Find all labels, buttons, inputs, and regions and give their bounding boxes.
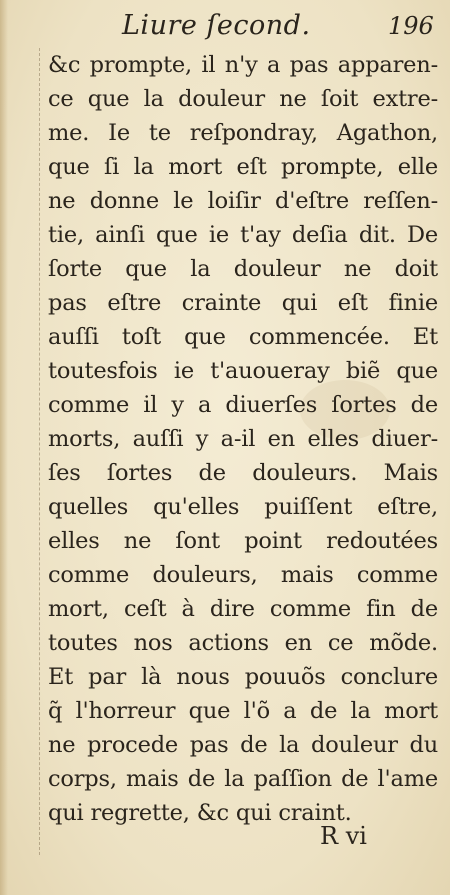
text-line: &c prompte, il n'y a pas apparen- — [48, 52, 438, 78]
text-line: ce que la douleur ne ſoit extre- — [48, 86, 438, 112]
page-number: 196 — [388, 12, 434, 40]
text-line: tie, ainſi que ie t'ay deſia dit. De — [48, 222, 438, 248]
text-line: ſorte que la douleur ne doit — [48, 256, 438, 282]
text-line: me. Ie te reſpondray, Agathon, — [48, 120, 438, 146]
text-line: toutes nos actions en ce mõde. — [48, 630, 438, 656]
text-line: corps, mais de la paſſion de l'ame — [48, 766, 438, 792]
text-line: Et par là nous pouuõs conclure — [48, 664, 438, 690]
text-line: que ſi la mort eſt prompte, elle — [48, 154, 438, 180]
text-line: toutesfois ie t'auoueray biẽ que — [48, 358, 438, 384]
text-line: qui regrette, &c qui craint. — [48, 800, 352, 826]
margin-rule — [39, 48, 41, 855]
body-text — [48, 48, 438, 830]
signature-mark: R vi — [320, 822, 367, 850]
text-line: comme il y a diuerſes ſortes de — [48, 392, 438, 418]
running-title: Liure ſecond. — [122, 10, 311, 41]
text-line: morts, auſſi y a-il en elles diuer- — [48, 426, 438, 452]
text-line: comme douleurs, mais comme — [48, 562, 438, 588]
text-line: auſſi toſt que commencée. Et — [48, 324, 438, 350]
text-line: ne donne le loiſir d'eſtre reſſen- — [48, 188, 438, 214]
text-line: pas eſtre crainte qui eſt finie — [48, 290, 438, 316]
text-line: mort, ceſt à dire comme fin de — [48, 596, 438, 622]
text-line: elles ne ſont point redoutées — [48, 528, 438, 554]
page-gutter-shadow — [0, 0, 8, 895]
text-line: ſes ſortes de douleurs. Mais — [48, 460, 438, 486]
text-line: quelles qu'elles puiſſent eſtre, — [48, 494, 438, 520]
text-line: q̃ l'horreur que l'õ a de la mort — [48, 698, 438, 724]
page-header — [0, 10, 450, 46]
text-line: ne procede pas de la douleur du — [48, 732, 438, 758]
